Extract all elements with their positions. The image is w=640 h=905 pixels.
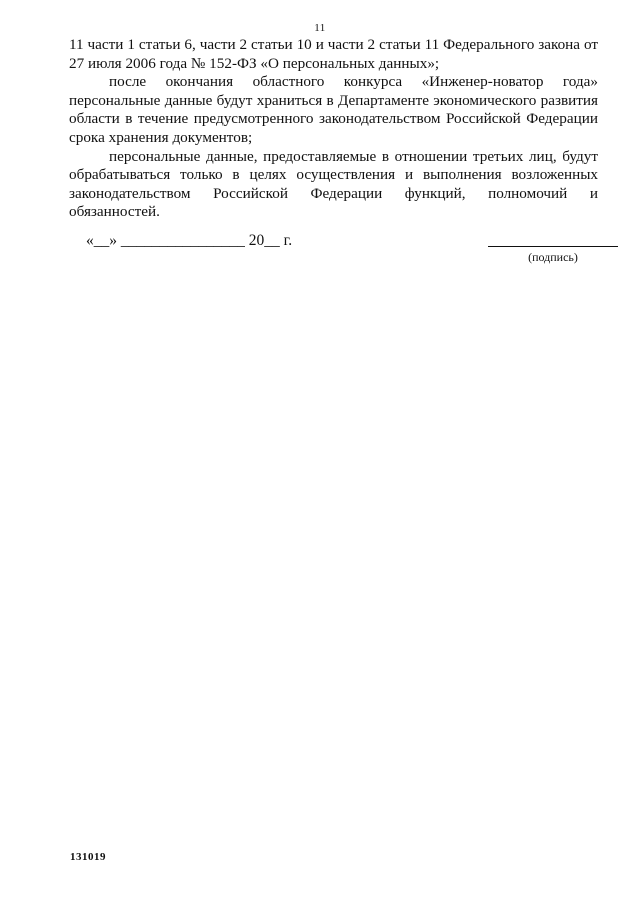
paragraph-consent-basis: 11 части 1 статьи 6, части 2 статьи 10 и части 2 статьи 11 Федерального закона от 27 июля 2006 года № 152-ФЗ «О персональных данных»;: [69, 36, 598, 72]
signature-line: [488, 246, 618, 247]
page-number: 11: [314, 22, 326, 34]
body-text: [69, 36, 598, 222]
date-line: «__» ________________ 20__ г.: [86, 232, 293, 249]
paragraph-storage: после окончания областного конкурса «Инженер-новатор года» персональные данные будут храниться в Департаменте экономического развития области в течение предусмотренного законодательством Российской Федерации срока хранения документов;: [69, 73, 598, 146]
document-code: 131019: [70, 851, 106, 863]
paragraph-third-parties: персональные данные, предоставляемые в отношении третьих лиц, будут обрабатываться только в целях осуществления и выполнения возложенных законодательством Российской Федерации функций, полномочий и обязанностей.: [69, 147, 598, 221]
signature-caption: (подпись): [528, 250, 578, 264]
